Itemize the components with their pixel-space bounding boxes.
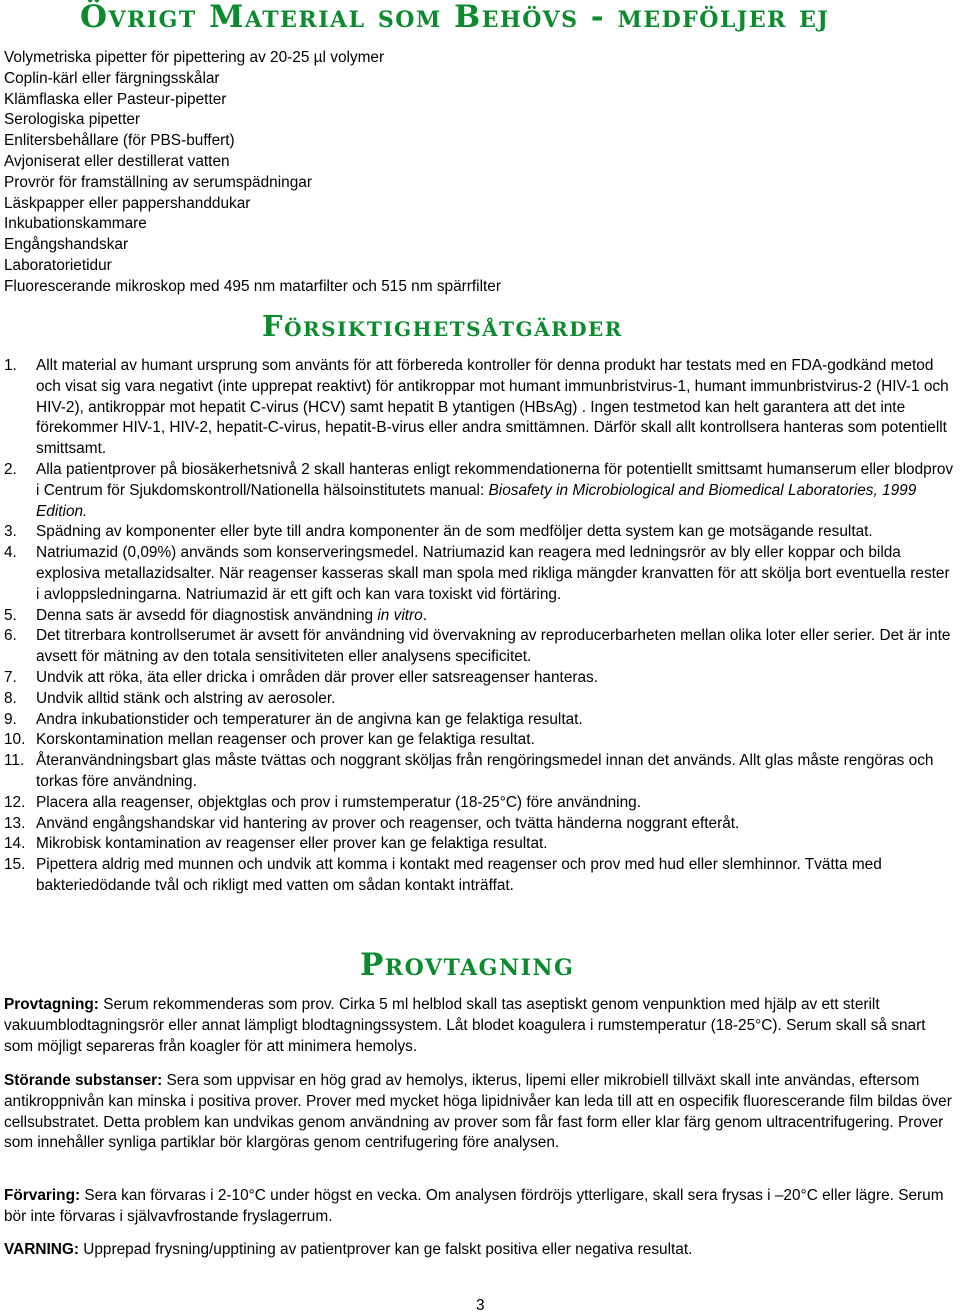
precaution-text: Korskontamination mellan reagenser och prover kan ge felaktiga resultat. [36,731,535,749]
precaution-item [4,689,954,710]
material-item: Enlitersbehållare (för PBS-buffert) [4,132,235,150]
materials-list [4,48,501,298]
precaution-text: Allt material av humant ursprung som använts för att förbereda kontroller för denna produkt har testats med en FDA-godkänd metod och visat sig vara negativt (inte upprepat reaktivt) för antikroppar mot humant immunbristvirus-1, humant immunbristvirus-2 (HIV-1 och HIV-2), antikroppar mot hepatit C-virus (HCV) samt hepatit B ytantigen (HBsAg) . Ingen testmetod kan helt garantera att det inte förekommer HIV-1, HIV-2, hepatit-C-virus, hepatit-B-virus eller andra smittämnen. Därför skall allt kontrollsera hanteras som potentiellt smittsamt. [36,357,949,458]
precaution-number: 14. [4,835,26,853]
page-number: 3 [476,1297,485,1314]
material-item: Inkubationskammare [4,215,147,233]
precaution-text: Biosafety in Microbiological and Biomedical Laboratories, 1999 Edition. [36,481,917,520]
heading-precautions: Försiktighetsåtgärder [262,309,623,343]
warning-paragraph [4,1240,954,1261]
precaution-number: 7. [4,668,17,686]
precaution-text: Återanvändningsbart glas måste tvättas och noggrant sköljas från rengöringsmedel innan det används. Allt glas måste rengöras och torkas före användning. [36,752,934,790]
precaution-item [4,730,954,751]
precaution-text: . [422,606,427,624]
precaution-number: 6. [4,627,17,645]
precaution-item [4,834,954,855]
warning-text: Upprepad frysning/upptining av patientprover kan ge falskt positiva eller negativa resultat. [78,1241,693,1258]
precaution-item [4,793,954,814]
material-item: Volymetriska pipetter för pipettering av 20-25 µl volymer [4,49,385,66]
material-item: Engångshandskar [4,236,129,254]
precaution-item [4,606,954,627]
precaution-item [4,543,954,605]
precaution-text: in vitro [377,606,423,624]
precaution-number: 12. [4,793,26,811]
precaution-text: Denna sats är avsedd för diagnostisk användning [36,606,378,624]
precaution-item [4,522,954,543]
precaution-text: Natriumazid (0,09%) används som konserveringsmedel. Natriumazid kan reagera med ledningsrör av bly eller koppar och bilda explosiva metallazidsalter. När reagenser kasseras skall man spola med rikliga mängder kranvatten för att skölja bort eventuella rester i avloppsledningarna. Natriumazid är ett gift och kan vara toxiskt vid förtäring. [36,544,950,603]
interfering-substances-paragraph [4,1071,954,1154]
precaution-item [4,751,954,793]
interfering-substances-label: Störande substanser: [4,1072,163,1089]
precaution-number: 13. [4,814,26,832]
precautions-list [4,356,954,897]
precaution-item [4,855,954,897]
precaution-text: Det titrerbara kontrollserumet är avsett för användning vid övervakning av reproducerbarheten mellan olika loter eller serier. Det är inte avsett för mätning av den totala sensitiviteten eller analysens specificitet. [36,627,951,666]
material-item: Avjoniserat eller destillerat vatten [4,152,230,170]
storage-label: Förvaring: [4,1187,81,1204]
storage-text: Sera kan förvaras i 2-10°C under högst en vecka. Om analysen fördröjs ytterligare, skall sera frysas i –20°C eller lägre. Serum bör inte förvaras i självavfrostande fryslagerrum. [4,1187,944,1225]
precaution-text: Använd engångshandskar vid hantering av prover och reagenser, och tvätta händerna noggrant efteråt. [36,814,740,832]
material-item: Laboratorietidur [4,256,112,274]
precaution-number: 3. [4,523,17,541]
precaution-number: 8. [4,689,17,707]
storage-paragraph [4,1186,954,1228]
precaution-text: Undvik att röka, äta eller dricka i områden där prover eller satsreagenser hanteras. [36,668,599,686]
precaution-text: Pipettera aldrig med munnen och undvik att komma i kontakt med reagenser och prov med hud eller slemhinnor. Tvätta med bakteriedödande tvål och rikligt med vatten om sådan kontakt inträffat. [36,856,882,894]
material-item: Läskpapper eller pappershanddukar [4,194,251,212]
sampling-paragraph [4,995,954,1057]
precaution-item [4,460,954,522]
precaution-text: Andra inkubationstider och temperaturer än de angivna kan ge felaktiga resultat. [36,710,583,728]
material-item: Coplin-kärl eller färgningsskålar [4,69,220,87]
precaution-number: 5. [4,606,17,624]
sampling-text: Serum rekommenderas som prov. Cirka 5 ml helblod skall tas aseptiskt genom venpunktion med hjälp av ett sterilt vakuumblodtagningsrör eller annat lämpligt blodtagningssystem. Låt blodet koagulera i rumstemperatur (18-25°C). Serum skall så snart som möjligt separeras från koagler för att minimera hemolys. [4,996,926,1055]
precaution-number: 1. [4,357,17,374]
precaution-number: 11. [4,752,25,770]
precaution-item [4,356,954,460]
precaution-number: 10. [4,731,26,749]
warning-label: VARNING: [4,1241,79,1258]
material-item: Serologiska pipetter [4,111,141,129]
precaution-item [4,668,954,689]
material-item: Provrör för framställning av serumspädningar [4,173,312,191]
precaution-text: Undvik alltid stänk och alstring av aerosoler. [36,689,336,707]
precaution-item [4,814,954,835]
precaution-item [4,626,954,668]
precaution-text: Spädning av komponenter eller byte till andra komponenter än de som medföljer detta system kan ge motsägande resultat. [36,523,873,541]
precaution-item [4,710,954,731]
precaution-number: 2. [4,460,17,478]
sampling-label: Provtagning: [4,996,99,1013]
precaution-text: Mikrobisk kontamination av reagenser eller prover kan ge felaktiga resultat. [36,835,548,853]
precaution-number: 4. [4,544,17,562]
heading-other-material: Övrigt Material som Behövs - medföljer ej [80,0,830,35]
interfering-substances-text: Sera som uppvisar en hög grad av hemolys, ikterus, lipemi eller mikrobiell tillväxt skall inte användas, eftersom antikroppnivån kan minska i positiva prover. Prover med mycket höga lipidnivåer kan leda till att en ospecifik fluorescerande film bildas över cellsubstratet. Detta problem kan undvikas genom användning av prover som får fast form eller klar färg genom ultracentrifugering. Prover som innehåller synliga partiklar bör klargöras genom centrifugering före analysen. [4,1072,952,1152]
precaution-number: 9. [4,710,17,728]
material-item: Fluorescerande mikroskop med 495 nm matarfilter och 515 nm spärrfilter [4,277,501,295]
material-item: Klämflaska eller Pasteur-pipetter [4,90,227,108]
precaution-text: Placera alla reagenser, objektglas och prov i rumstemperatur (18-25°C) före användning. [36,793,641,811]
heading-sampling: Provtagning [360,947,575,983]
precaution-text: Alla patientprover på biosäkerhetsnivå 2 skall hanteras enligt rekommendationerna för potentiellt smittsamt humanserum eller blodprov i Centrum för Sjukdomskontroll/Nationella hälsoinstitutets manual: [36,460,954,499]
precaution-number: 15. [4,856,26,874]
